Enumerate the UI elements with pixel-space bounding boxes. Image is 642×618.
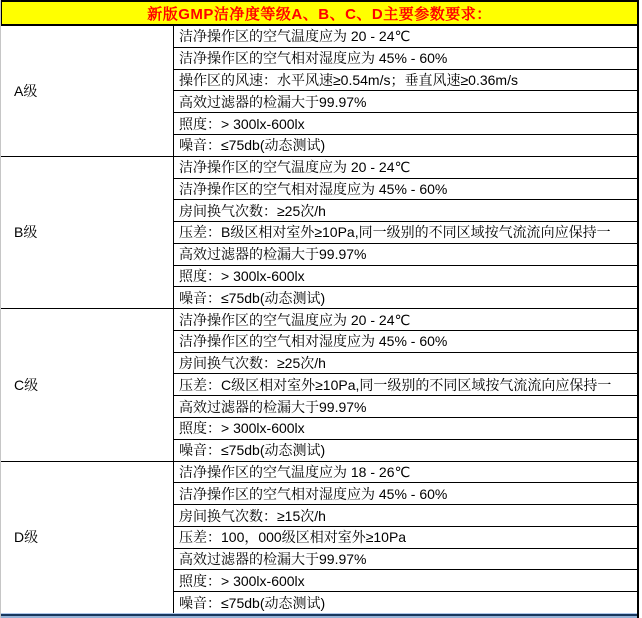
table-row [174,200,637,222]
table-row [174,287,637,308]
table-row [174,331,637,353]
table [1,0,639,618]
table-row [174,374,637,396]
table-row [174,26,637,48]
table-row [174,222,637,244]
row-text: 房间换气次数：≥25次/h [179,355,326,372]
row-text: 操作区的风速：水平风速≥0.54m/s；垂直风速≥0.36m/s [179,71,518,88]
row-text: 洁净操作区的空气温度应为 20 - 24℃ [179,311,411,328]
table-row [174,135,637,156]
row-text: 照度：> 300lx-600lx [179,420,305,437]
table-body [1,26,637,613]
table-row [174,179,637,201]
grade-label: A级 [14,82,38,99]
row-text: 照度：> 300lx-600lx [179,115,305,132]
row-text: 洁净操作区的空气温度应为 20 - 24℃ [179,28,411,45]
spec-rows [173,26,637,156]
table-row [174,483,637,505]
row-text: 高效过滤器的检漏大于99.97% [179,551,367,568]
table-title: 新版GMP洁净度等级A、B、C、D主要参数要求： [147,5,492,23]
table-row [174,353,637,375]
row-text: 噪音：≤75db(动态测试) [179,289,326,306]
row-text: 高效过滤器的检漏大于99.97% [179,246,367,263]
table-row [174,570,637,592]
row-text: 洁净操作区的空气相对湿度应为 45% - 60% [179,485,448,502]
table-row [174,157,637,179]
row-text: 洁净操作区的空气相对湿度应为 45% - 60% [179,333,448,350]
grade-section [1,26,637,157]
spec-rows [173,462,637,613]
bottom-accent-border [1,613,637,618]
row-text: 照度：> 300lx-600lx [179,267,305,284]
row-text: 压差：B级区相对室外≥10Pa,同一级别的不同区域按气流流向应保持一 [179,224,611,241]
table-row [174,113,637,135]
row-text: 噪音：≤75db(动态测试) [179,442,326,459]
table-row [174,592,637,613]
table-row [174,418,637,440]
table-row [174,91,637,113]
table-row [174,396,637,418]
spec-rows [173,157,637,308]
grade-section [1,157,637,309]
table-row [174,527,637,549]
row-text: 噪音：≤75db(动态测试) [179,594,326,611]
row-text: 高效过滤器的检漏大于99.97% [179,93,367,110]
table-row [174,505,637,527]
row-text: 压差：C级区相对室外≥10Pa,同一级别的不同区域按气流流向应保持一 [179,376,612,393]
grade-label: D级 [14,529,39,546]
table-row [174,48,637,70]
grade-label: B级 [14,224,38,241]
row-text: 高效过滤器的检漏大于99.97% [179,398,367,415]
row-text: 照度：> 300lx-600lx [179,572,305,589]
row-text: 房间换气次数：≥15次/h [179,507,326,524]
table-row [174,70,637,92]
grade-section [1,462,637,613]
spec-rows [173,309,637,460]
table-row [174,309,637,331]
table-title-bar [1,0,637,26]
row-text: 洁净操作区的空气相对湿度应为 45% - 60% [179,180,448,197]
row-text: 洁净操作区的空气相对湿度应为 45% - 60% [179,50,448,67]
table-row [174,266,637,288]
row-text: 房间换气次数：≥25次/h [179,202,326,219]
row-text: 洁净操作区的空气温度应为 18 - 26℃ [179,463,411,480]
table-row [174,549,637,571]
grade-section [1,309,637,461]
table-row [174,244,637,266]
row-text: 压差：100，000级区相对室外≥10Pa [179,529,407,546]
table-row [174,462,637,484]
grade-label: C级 [14,376,39,393]
row-text: 噪音：≤75db(动态测试) [179,137,326,154]
row-text: 洁净操作区的空气温度应为 20 - 24℃ [179,159,411,176]
table-row [174,440,637,461]
